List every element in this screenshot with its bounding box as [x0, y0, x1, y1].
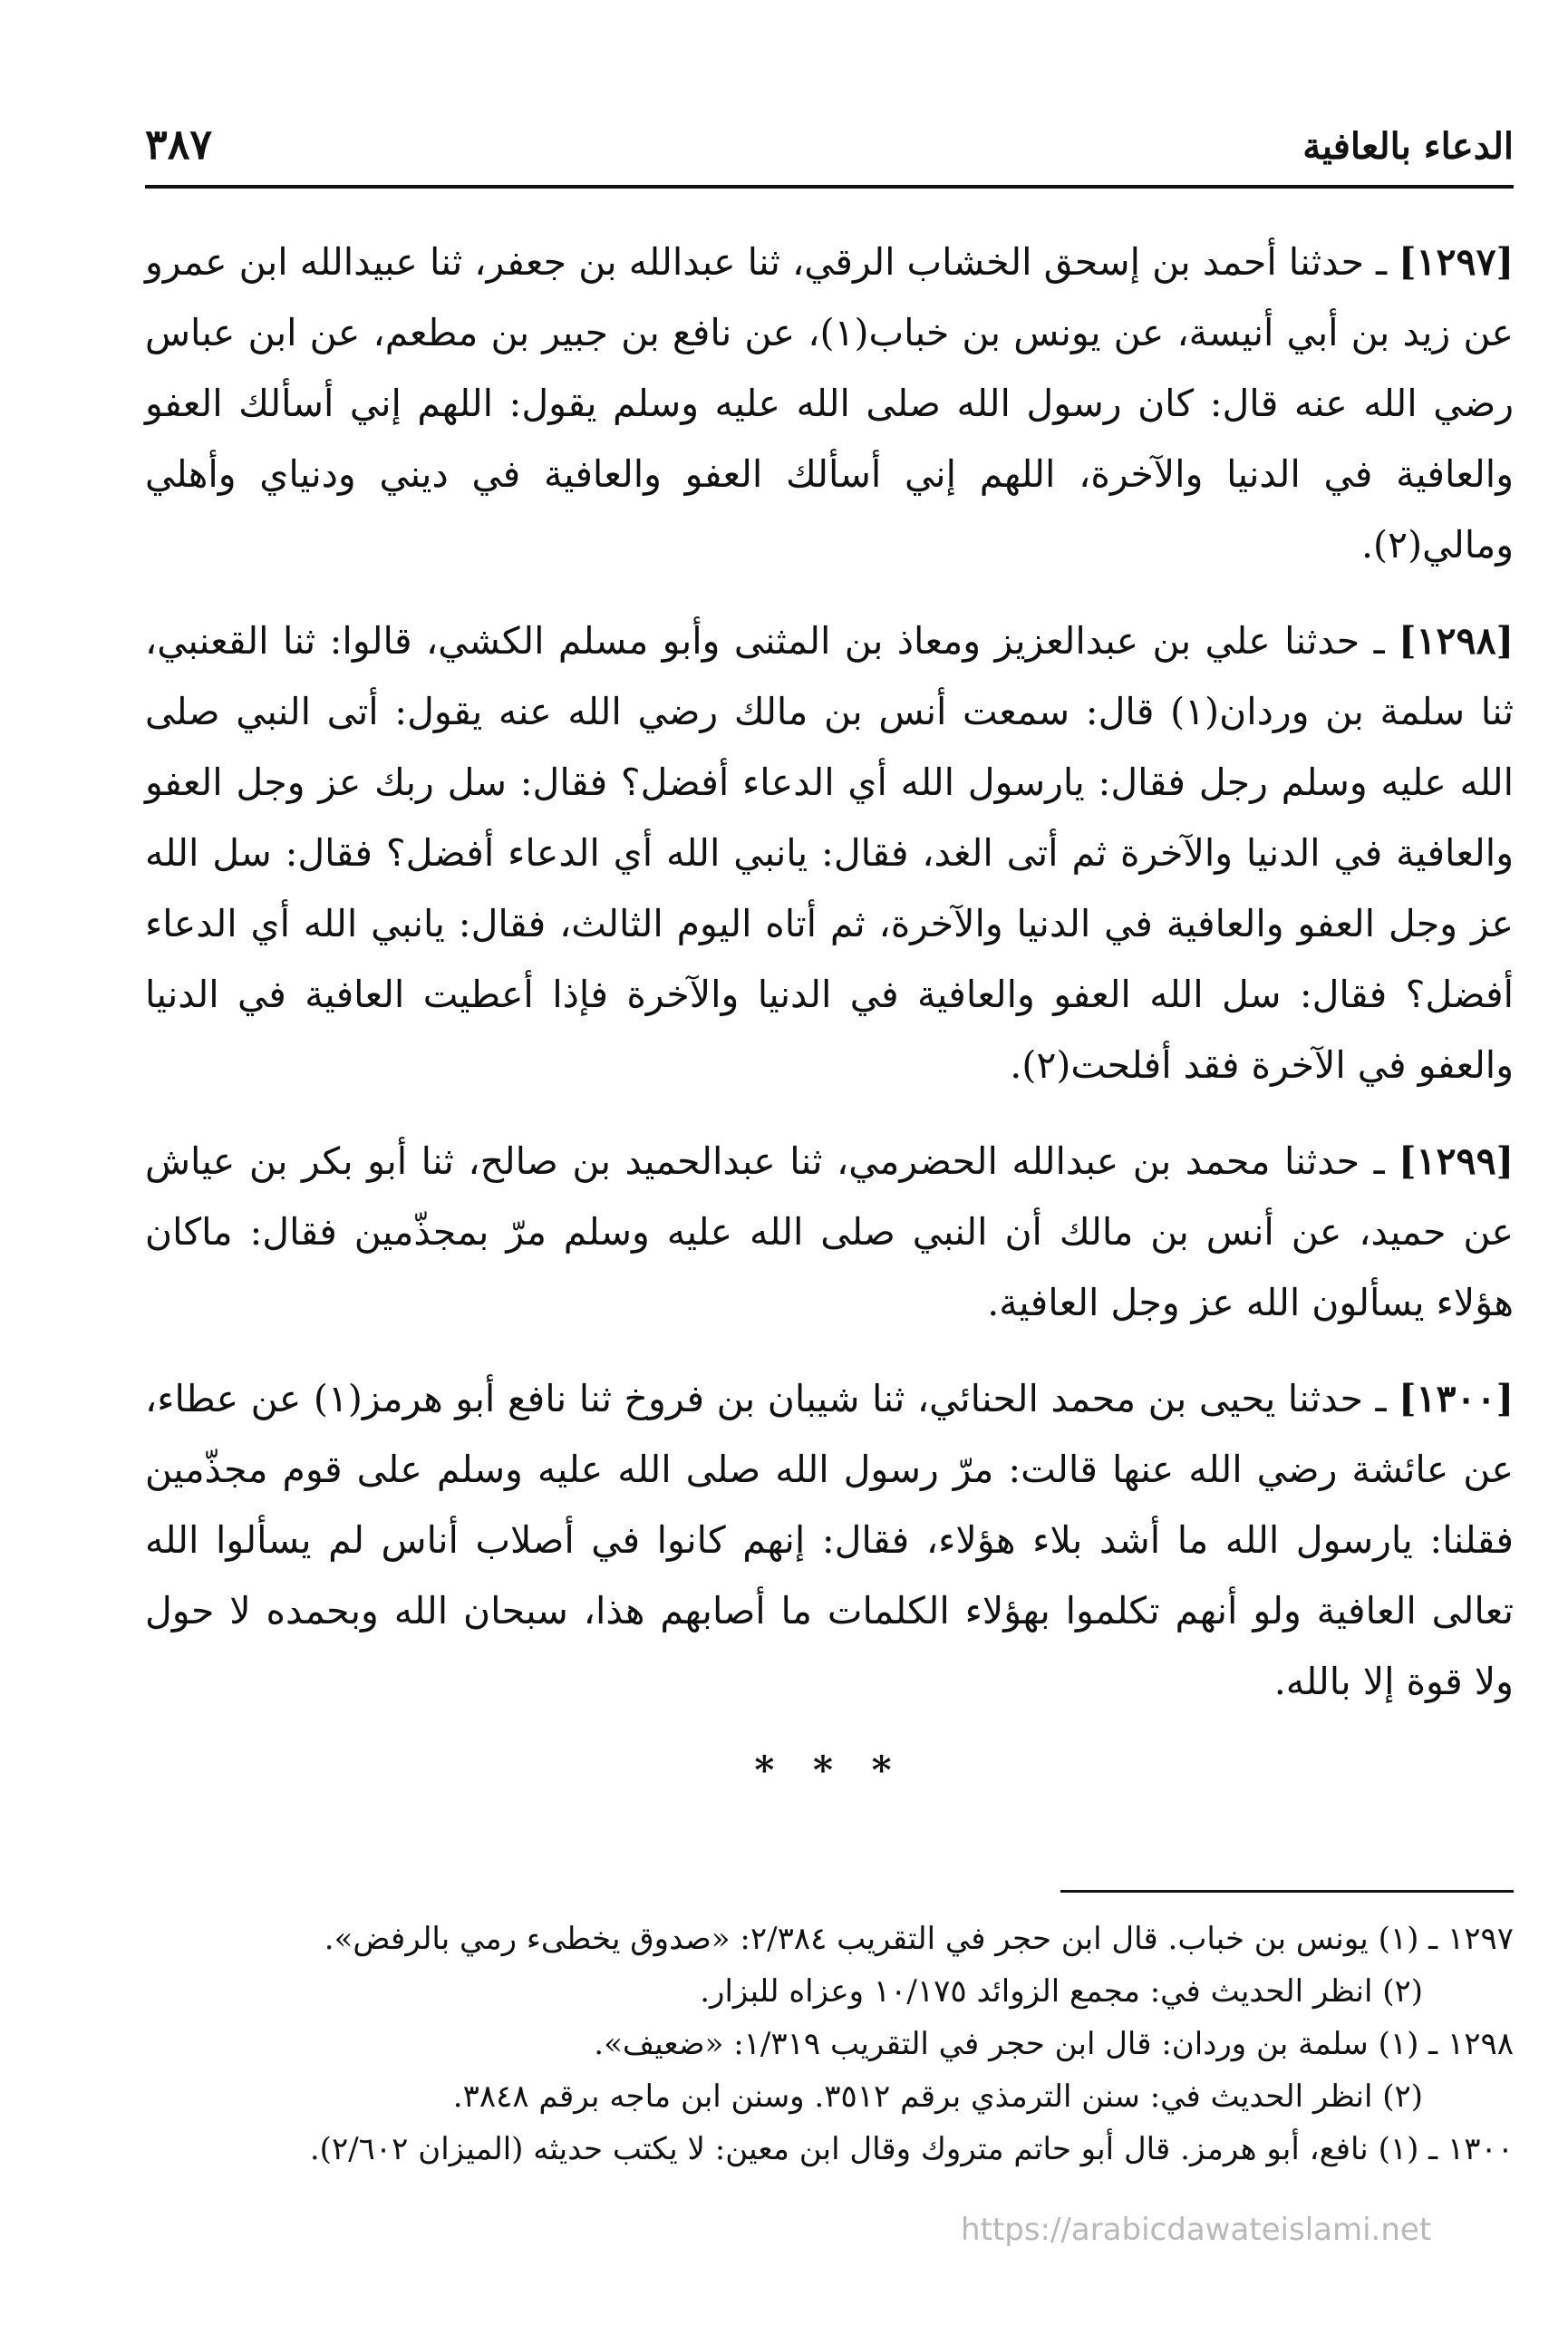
hadith-number: [١٢٩٧] — [1399, 240, 1514, 284]
hadith-text: ـ حدثنا أحمد بن إسحق الخشاب الرقي، ثنا عبدالله بن جعفر، ثنا عبيدالله ابن عمرو عن زيد بن أبي أنيسة، عن يونس بن خباب(١)، عن نافع بن جبير بن مطعم، عن ابن عباس رضي الله عنه قال: كان رسول الله صلى الله عليه وسلم يقول: اللهم إني أسألك العفو والعافية في الدنيا والآخرة، اللهم إني أسألك العفو والعافية في ديني ودنياي وأهلي ومالي(٢). — [145, 240, 1514, 567]
hadith-number: [١٢٩٨] — [1399, 619, 1514, 663]
hadith-text: ـ حدثنا علي بن عبدالعزيز ومعاذ بن المثنى وأبو مسلم الكشي، قالوا: ثنا القعنبي، ثنا سلمة بن وردان(١) قال: سمعت أنس بن مالك رضي الله عنه يقول: أتى النبي صلى الله عليه وسلم رجل فقال: يارسول الله أي الدعاء أفضل؟ فقال: سل ربك عز وجل العفو والعافية في الدنيا والآخرة ثم أتى الغد، فقال: يانبي الله أي الدعاء أفضل؟ فقال: سل الله عز وجل العفو والعافية في الدنيا والآخرة، ثم أتاه اليوم الثالث، فقال: يانبي الله أي الدعاء أفضل؟ فقال: سل الله العفو والعافية في الدنيا والآخرة فإذا أعطيت العافية في الدنيا والعفو في الآخرة فقد أفلحت(٢). — [145, 619, 1514, 1087]
hadith-1300 — [145, 1363, 1514, 1717]
header-rule — [145, 185, 1514, 189]
page-header — [145, 109, 1514, 190]
footnote: ١٢٩٨ ـ (١) سلمة بن وردان: قال ابن حجر في التقريب ١/٣١٩: «ضعيف». — [594, 2026, 1514, 2062]
hadith-1299 — [145, 1126, 1514, 1338]
hadith-1298 — [145, 606, 1514, 1100]
watermark-url: https://arabicdawateislami.net — [961, 2212, 1432, 2248]
footnotes — [145, 1913, 1514, 2175]
book-page — [145, 109, 1514, 2284]
footnote: ١٢٩٧ ـ (١) يونس بن خباب. قال ابن حجر في التقريب ٢/٣٨٤: «صدوق يخطىء رمي بالرفض». — [324, 1921, 1514, 1957]
footnote: (٢) انظر الحديث في: سنن الترمذي برقم ٣٥١٢. وسنن ابن ماجه برقم ٣٨٤٨. — [452, 2078, 1423, 2115]
hadith-text: ـ حدثنا محمد بن عبدالله الحضرمي، ثنا عبدالحميد بن صالح، ثنا أبو بكر بن عياش عن حميد، عن أنس بن مالك أن النبي صلى الله عليه وسلم مرّ بمجذّمين فقال: ماكان هؤلاء يسألون الله عز وجل العافية. — [145, 1139, 1514, 1324]
hadith-1297 — [145, 227, 1514, 580]
chapter-title: الدعاء بالعافية — [1302, 125, 1514, 168]
hadith-number: [١٢٩٩] — [1399, 1139, 1514, 1183]
hadith-text: ـ حدثنا يحيى بن محمد الحنائي، ثنا شيبان بن فروخ ثنا نافع أبو هرمز(١) عن عطاء، عن عائشة رضي الله عنها قالت: مرّ رسول الله صلى الله عليه وسلم على قوم مجذّمين فقلنا: يارسول الله ما أشد بلاء هؤلاء، فقال: إنهم كانوا في أصلاب أناس لم يسألوا الله تعالى العافية ولو أنهم تكلموا بهؤلاء الكلمات ما أصابهم هذا، سبحان الله وبحمده لا حول ولا قوة إلا بالله. — [145, 1377, 1514, 1703]
main-text — [145, 227, 1514, 1792]
hadith-number: [١٣٠٠] — [1399, 1377, 1514, 1420]
section-separator: * * * — [754, 1748, 905, 1792]
page-number: ٣٨٧ — [145, 120, 213, 169]
footnote-rule — [1060, 1890, 1514, 1893]
footnote: (٢) انظر الحديث في: مجمع الزوائد ١٠/١٧٥ وعزاه للبزار. — [700, 1973, 1423, 2010]
footnote: ١٣٠٠ ـ (١) نافع، أبو هرمز. قال أبو حاتم متروك وقال ابن معين: لا يكتب حديثه (الميزان ٢/٦٠٢). — [309, 2131, 1514, 2167]
